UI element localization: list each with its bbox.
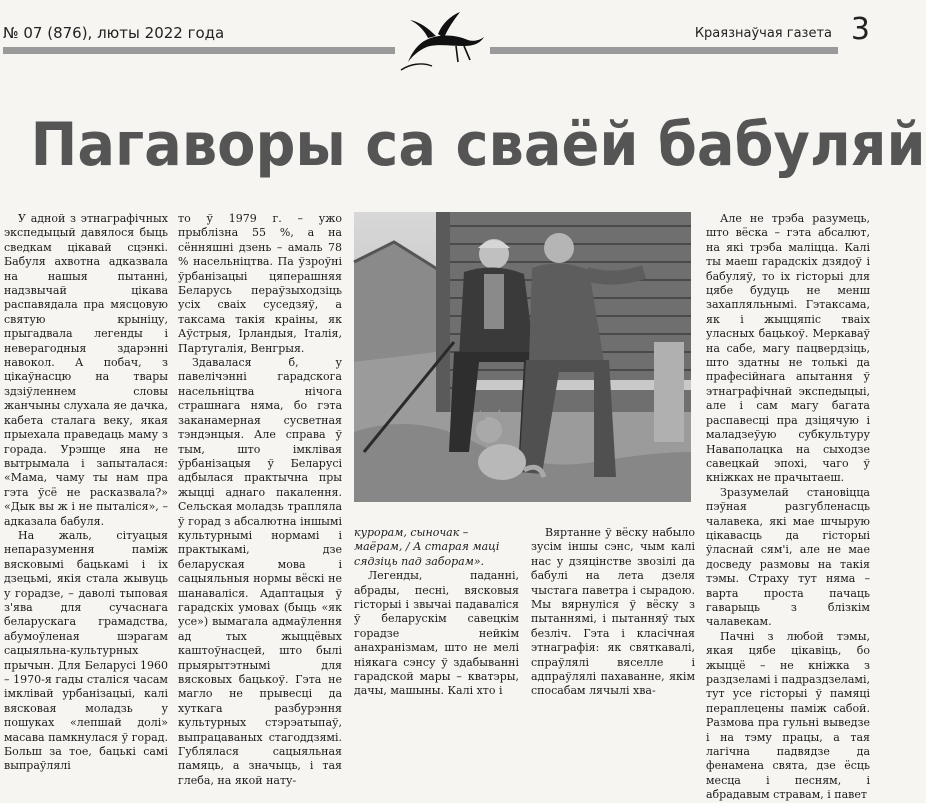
paragraph: На жаль, сітуацыя непаразумення паміж вясковымі бацькамі і іх дзецьмі, якія стала жывуць у горадзе, – даволі тыповая з'ява для сучаснага беларускага грамадства, абумоўленая шэрагам сацыяльна-культурных прычын. Для Беларусі 1960 – 1970-я гады сталіся часам імклівай урбанізацыі, калі вясковая моладзь у пошуках «лепшай долі» масава памкнулася ў горад. Больш за тое, бацькі самі выпраўлялі (4, 528, 168, 773)
article-column-1 (4, 212, 168, 773)
article-photo (354, 212, 691, 502)
stork-icon (398, 10, 488, 72)
article-column-3 (354, 526, 519, 698)
header-rule-right (490, 47, 838, 54)
article-column-5 (706, 212, 870, 802)
page-header (0, 0, 876, 80)
paragraph: Зразумелай становіцца пэўная разгубленасць чалавека, які мае шчырую цікавасць да гісторыі ўласнай сям'і, але не мае досведу размовы на такія тэмы. Страху тут няма – варта проста пачаць гаварыць з блізкім чалавекам. (706, 485, 870, 629)
article-column-4 (531, 526, 695, 698)
paragraph: Пачні з любой тэмы, якая цябе цікавіць, бо жыццё – не кніжка з раздзеламі і падраздзеламі, тут усе гісторыі ў памяці пераплецены паміж сабой. Размова пра гульні выведзе і на тэму працы, а тая лагічна падвядзе да фенамена свята, дзе ёсць месца і песням, і абрадавым стравам, і павет (706, 629, 870, 802)
header-rule-left (3, 47, 395, 54)
paragraph: то ў 1979 г. – ужо прыблізна 55 %, а на сённяшні дзень – амаль 78 % насельніцтва. Па ўзроўні ўрбанізацыі цяперашняя Беларусь пераўзыходзіць усіх сваіх суседзяў, а таксама такія краіны, як Аўстрыя, Ірландыя, Італія, Партугалія, Венгрыя. (178, 212, 342, 355)
page-number: 3 (850, 12, 870, 47)
paragraph: Легенды, паданні, абрады, песні, вясковыя гісторыі і звычаі падаваліся ў беларускім савецкім горадзе нейкім анахранізмам, што не мелі ніякага сэнсу ў здабыванні гарадской мары – кватэры, дачы, машыны. Калі хто і (354, 569, 519, 698)
photo-illustration (354, 212, 691, 502)
paper-name: Краязнаўчая газета (694, 26, 832, 41)
article-headline: Пагаворы са сваёй бабуляй (30, 110, 926, 180)
paragraph: Але не трэба разумець, што вёска – гэта абсалют, на які трэба маліцца. Калі ты маеш гарадскіх дзядоў і бабуляў, то іх гісторыі для цябе будуць не менш захапляльнымі. Гэтаксама, як і жыццяпіс тваіх уласных бацькоў. Меркаваў на сабе, магу пацвердзіць, што здатны не толькі да прафесійнага апытання ў этнаграфічнай экспедыцыі, але і сам магу багата распавесці пра дзіцячую і маладзеўую субкультуру Наваполацка на сыходзе савецкай эпохі, чаго ў кніжках не прачытаеш. (706, 212, 870, 485)
photo-caption: курорам, сыночак – маёрам, / А старая маці сядзіць пад заборам». (354, 526, 500, 568)
paragraph: У адной з этнаграфічных экспедыцый давялося быць сведкам цікавай сцэнкі. Бабуля ахвотна адказвала на нашыя пытанні, надзвычай цікава распавядала пра мясцовую святую крыніцу, прыгадвала легенды і неверагодныя здарэнні навокол. А побач, з цікаўнасцю на твары здзіўленнем словы жанчыны слухала яе дачка, кабета сталага веку, якая прыехала праведаць маму з горада. Урэшце яна не вытрымала і запыталася: «Мама, чаму ты нам пра гэта ўсё не расказвала?» «Дык вы ж і не пыталіся», – адказала бабуля. (4, 212, 168, 528)
issue-info: № 07 (876), люты 2022 года (3, 24, 225, 42)
paragraph: Вяртанне ў вёску набыло зусім іншы сэнс, чым калі нас у дзяцінстве звозілі да бабулі на лета дзеля чыстага паветра і сырадою. Мы вярнуліся ў вёску з пытаннямі, і пытанняў тых безліч. Гэта і класічная этнаграфія: як святкавалі, спраўлялі вяселле і адпраўлялі пахаванне, якім спосабам лячылі хва- (531, 526, 695, 698)
paragraph: Здавалася б, у павелічэнні гарадскога насельніцтва нічога страшнага няма, бо гэта заканамерная сусветная тэндэнцыя. Але справа ў тым, што імклівая ўрбанізацыя ў Беларусі адбылася практычна пры жыцці аднаго пакалення. Сельская моладзь трапляла ў горад з абсалютна іншымі культурнымі нормамі і практыкамі, дзе беларуская мова і сацыяльныя нормы вёскі не шанаваліся. Адаптацыя ў гарадскіх умовах (быць «як усе») вымагала адмаўлення ад тых жыццёвых каштоўнасцей, што былі прыярытэтнымі для вясковых бацькоў. Гэта не магло не прывесці да хуткага разбурэння культурных стэрэатыпаў, выпрацаваных стагоддзямі. Гублялася сацыяльная памяць, а значыць, і тая глеба, на якой нату- (178, 356, 342, 787)
article-column-2 (178, 212, 342, 787)
